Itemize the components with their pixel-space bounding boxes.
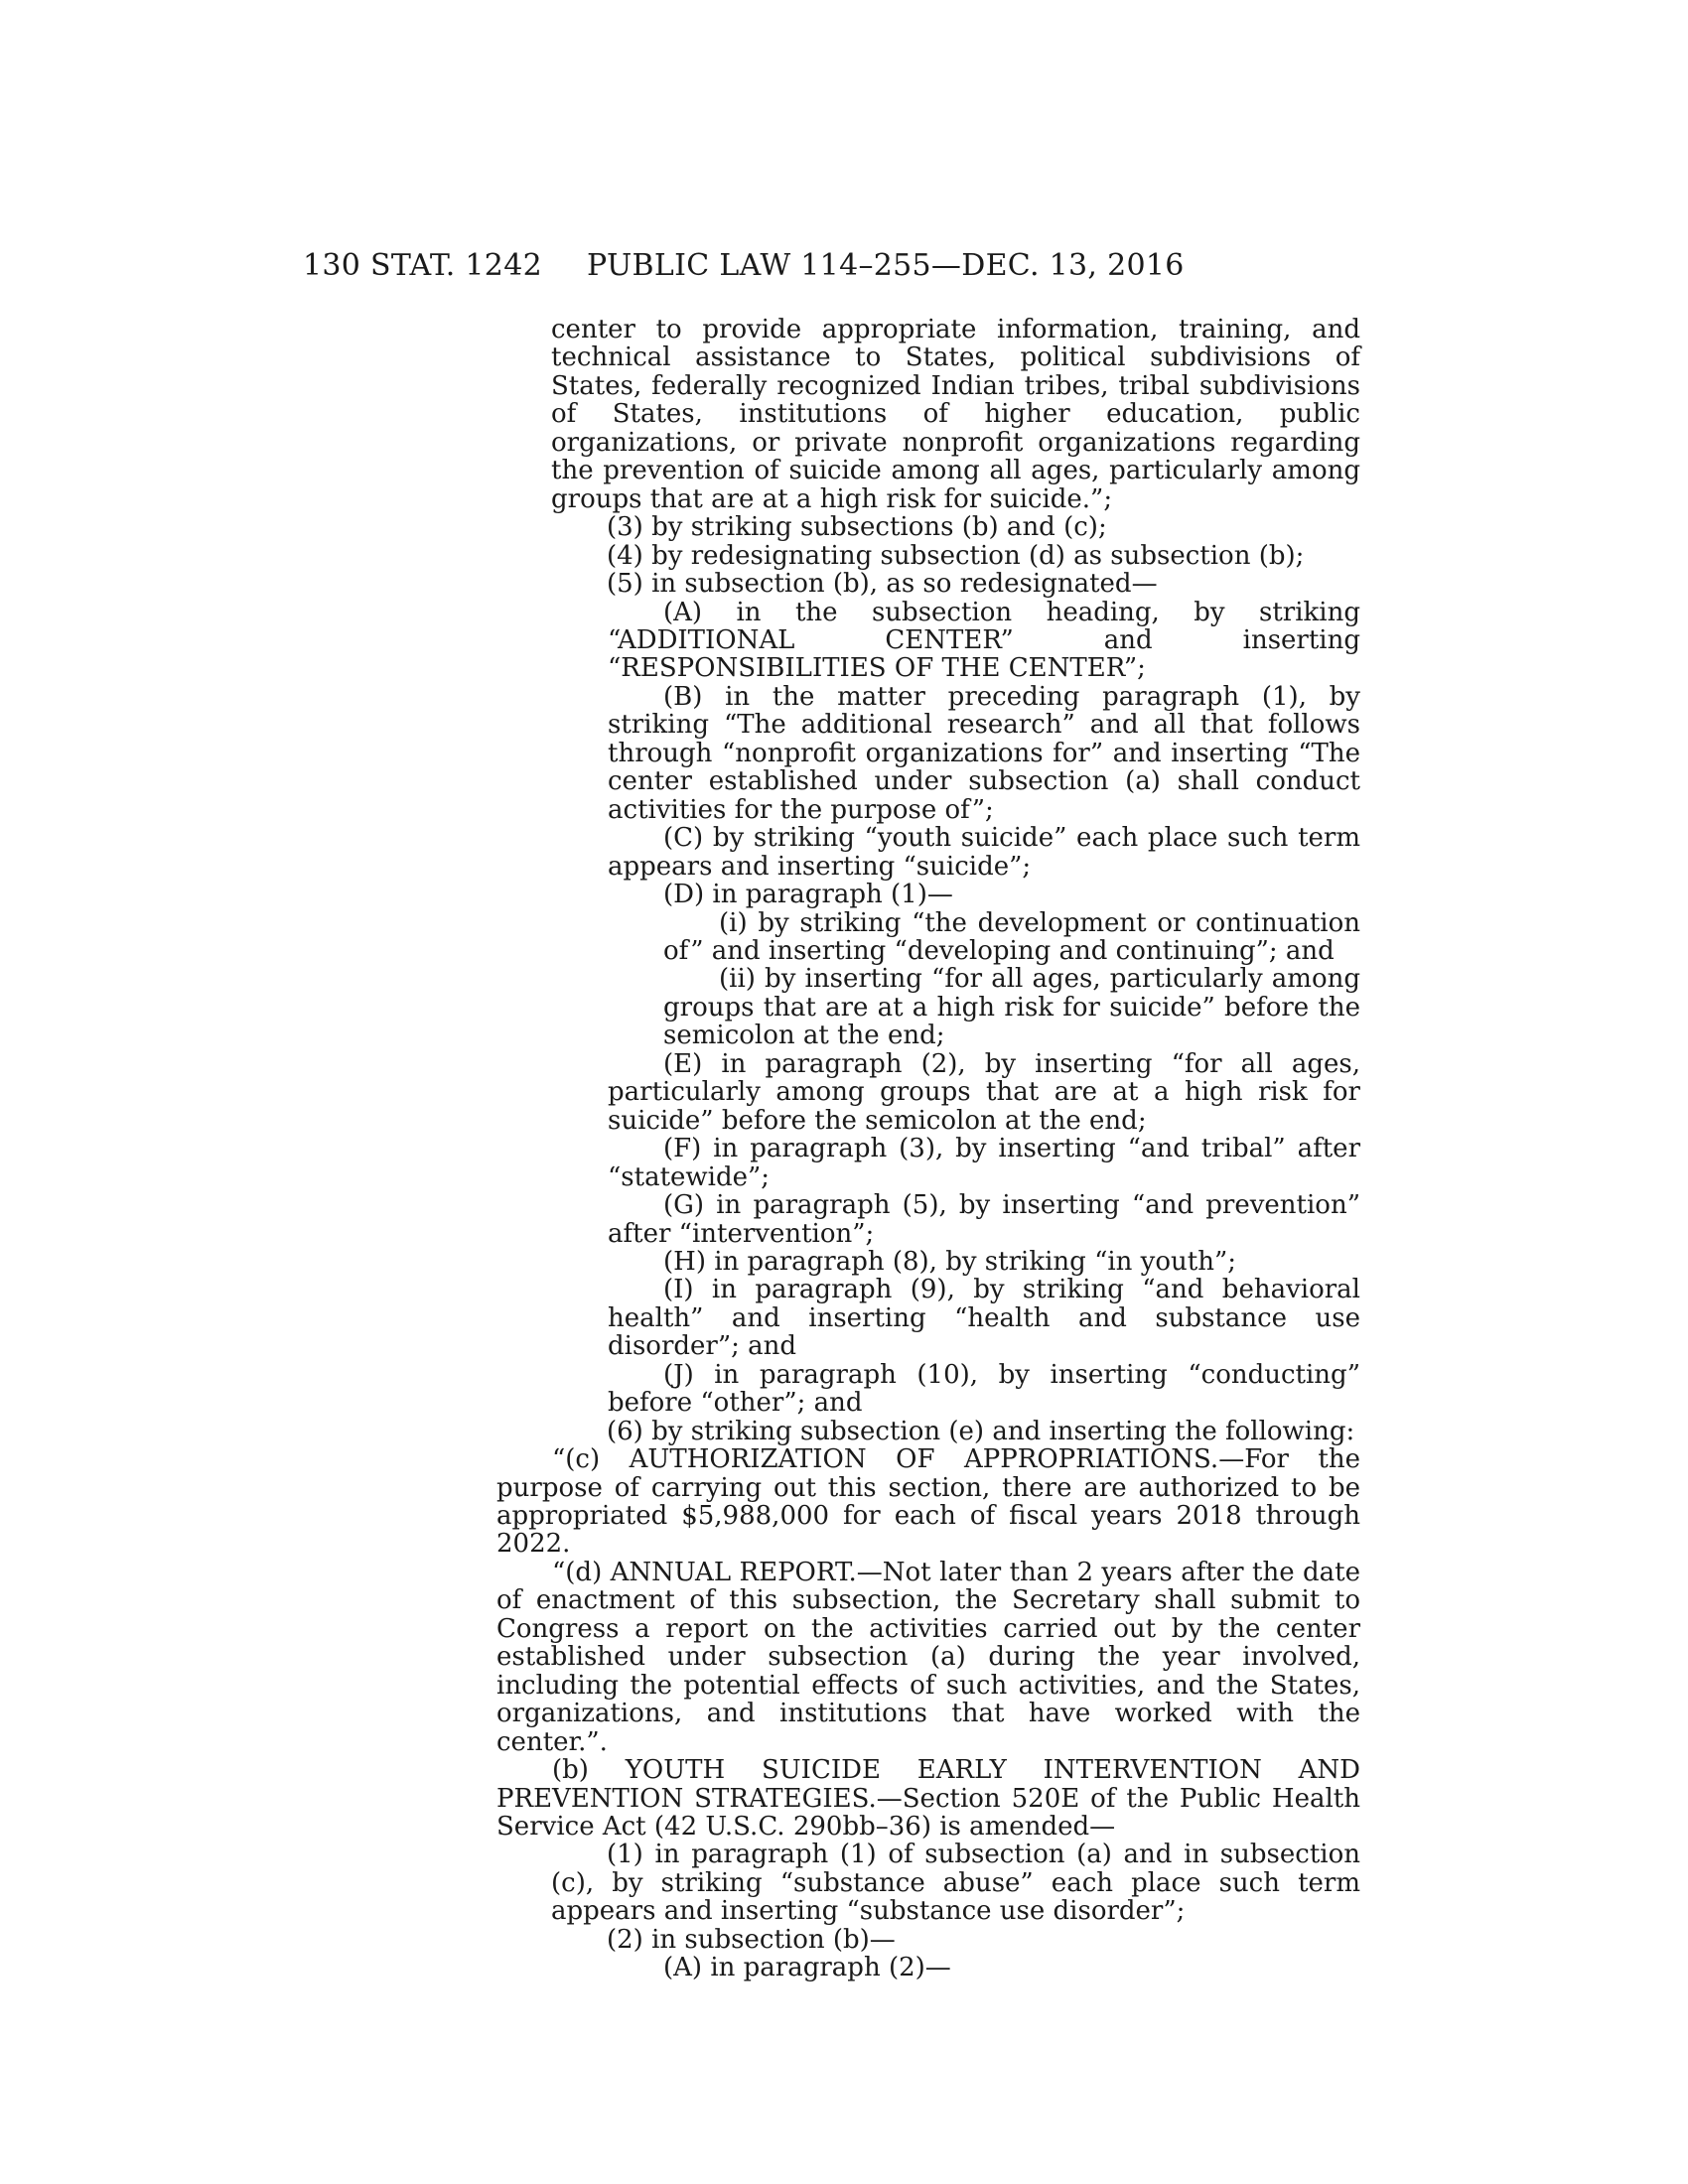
running-title: PUBLIC LAW 114–255—DEC. 13, 2016 — [587, 248, 1185, 283]
paragraph: (H) in paragraph (8), by striking “in youth”; — [663, 1246, 1237, 1277]
page-header — [303, 248, 1360, 292]
paragraph: (A) in the subsection heading, by striking “ADDITIONAL CENTER” and inserting “RESPONSIBILITIES OF THE CENTER”; — [608, 597, 1360, 684]
paragraph: center to provide appropriate information, training, and technical assistance to States, political subdivisions of States, federally recognized Indian tribes, tribal subdivisions of States, institutions of higher education, public organizations, or private nonprofit organizations regarding the prevention of suicide among all ages, particularly among groups that are at a high risk for suicide.”; — [551, 315, 1360, 514]
paragraph: “(c) AUTHORIZATION OF APPROPRIATIONS.—For the purpose of carrying out this section, there are authorized to be appropriated $5,988,000 for each of fiscal years 2018 through 2022. — [496, 1444, 1360, 1560]
paragraph: “(d) ANNUAL REPORT.—Not later than 2 years after the date of enactment of this subsection, the Secretary shall submit to Congress a report on the activities carried out by the center established under subsection (a) during the year involved, including the potential effects of such activities, and the States, organizations, and institutions that have worked with the center.”. — [496, 1557, 1360, 1757]
paragraph: (E) in paragraph (2), by inserting “for all ages, particularly among groups that are at a high risk for suicide” before the semicolon at the end; — [608, 1048, 1360, 1136]
paragraph: (2) in subsection (b)— — [607, 1924, 896, 1955]
paragraph: (F) in paragraph (3), by inserting “and tribal” after “statewide”; — [608, 1134, 1360, 1192]
document-body — [0, 316, 1688, 1982]
paragraph: (1) in paragraph (1) of subsection (a) and in subsection (c), by striking “substance abuse” each place such term appears and inserting “substance use disorder”; — [551, 1840, 1360, 1927]
paragraph: (6) by striking subsection (e) and inserting the following: — [607, 1416, 1355, 1446]
paragraph: (G) in paragraph (5), by inserting “and prevention” after “intervention”; — [608, 1190, 1360, 1249]
paragraph: (3) by striking subsections (b) and (c); — [607, 512, 1107, 543]
paragraph: (ii) by inserting “for all ages, particularly among groups that are at a high risk for suicide” before the semicolon at the end; — [663, 964, 1360, 1051]
paragraph: (b) YOUTH SUICIDE EARLY INTERVENTION AND PREVENTION STRATEGIES.—Section 520E of the Public Health Service Act (42 U.S.C. 290bb–36) is amended— — [496, 1755, 1360, 1843]
stat-page-number: 130 STAT. 1242 — [303, 248, 542, 283]
paragraph: (I) in paragraph (9), by striking “and behavioral health” and inserting “health and substance use disorder”; and — [608, 1275, 1360, 1362]
paragraph: (C) by striking “youth suicide” each place such term appears and inserting “suicide”; — [608, 823, 1360, 882]
paragraph: (5) in subsection (b), as so redesignated— — [607, 569, 1158, 600]
paragraph: (i) by striking “the development or continuation of” and inserting “developing and continuing”; and — [663, 907, 1360, 966]
paragraph: (A) in paragraph (2)— — [663, 1953, 951, 1983]
paragraph: (D) in paragraph (1)— — [663, 880, 953, 910]
paragraph: (J) in paragraph (10), by inserting “conducting” before “other”; and — [608, 1359, 1360, 1419]
paragraph: (B) in the matter preceding paragraph (1), by striking “The additional research” and all that follows through “nonprofit organizations for” and inserting “The center established under subsection (a) shall conduct activities for the purpose of”; — [608, 681, 1360, 825]
paragraph: (4) by redesignating subsection (d) as subsection (b); — [607, 540, 1305, 571]
